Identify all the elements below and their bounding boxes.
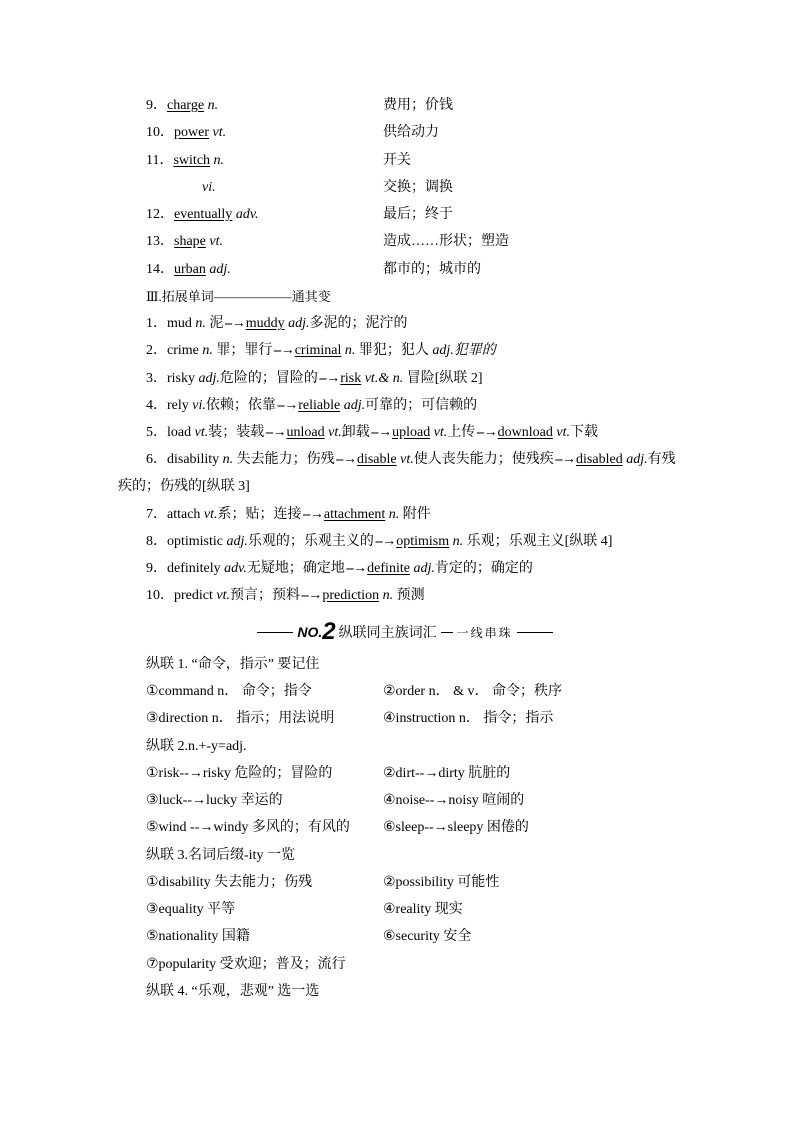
arrow-icon: --→ — [276, 398, 298, 413]
group-item: ④noise--→noisy 喧闹的 — [383, 793, 525, 808]
group-item: ④reality 现实 — [383, 902, 463, 917]
vocab-row: 9．charge n. — [146, 98, 219, 113]
group-title: 纵联 1. “命令，指示” 要记住 — [146, 657, 320, 672]
vocab-row: 13．shape vt. — [146, 234, 223, 249]
arrow-icon: --→ — [300, 588, 322, 603]
vocab-meaning: 开关 — [383, 153, 411, 168]
divider — [517, 632, 553, 633]
group-item: ⑥sleep--→sleepy 困倦的 — [383, 820, 529, 835]
group-item: ⑤nationality 国籍 — [146, 929, 250, 944]
arrow-icon: --→ — [265, 425, 286, 440]
expand-row: 8．optimistic adj.乐观的；乐观主义的--→optimism n. 乐观；乐观主义[纵联 4] — [146, 534, 613, 549]
arrow-icon: --→ — [302, 507, 323, 522]
group-item: ⑦popularity 受欢迎；普及；流行 — [146, 957, 346, 972]
vocab-meaning: 最后；终于 — [383, 207, 453, 222]
group-item: ⑥security 安全 — [383, 929, 472, 944]
group-item: ⑤wind --→windy 多风的；有风的 — [146, 820, 350, 835]
section-heading: Ⅲ.拓展单词——————通其变 — [146, 289, 331, 304]
group-item: ②possibility 可能性 — [383, 875, 500, 890]
vocab-meaning: 供给动力 — [383, 125, 439, 140]
expand-row: 5．load vt.装；装载--→unload vt.卸载--→upload vt.上传--→download vt.下载 — [146, 425, 598, 440]
vocab-row-pos: vi. — [202, 180, 216, 195]
vocab-meaning: 都市的；城市的 — [383, 262, 481, 277]
group-item: ④instruction n． 指令；指示 — [383, 711, 554, 726]
arrow-icon: --→ — [374, 534, 396, 549]
expand-row: 4．rely vi.依赖；依靠--→reliable adj.可靠的；可信赖的 — [146, 398, 478, 413]
expand-row-wrap: 疾的；伤残的[纵联 3] — [118, 479, 250, 494]
group-title: 纵联 2.n.+-y=adj. — [146, 739, 247, 754]
section-banner: NO. 2 纵联同主族词汇 一线串珠 — [240, 618, 570, 646]
vocab-row: 11．switch n. — [146, 153, 225, 168]
arrow-icon: --→ — [554, 452, 576, 467]
group-item: ①disability 失去能力；伤残 — [146, 875, 313, 890]
arrow-icon: --→ — [335, 452, 356, 467]
expand-row: 1．mud n. 泥--→muddy adj.多泥的；泥泞的 — [146, 316, 408, 331]
group-item: ②dirt--→dirty 肮脏的 — [383, 766, 511, 781]
group-item: ①command n． 命令；指令 — [146, 684, 312, 699]
vocab-meaning: 交换；调换 — [383, 180, 453, 195]
group-title: 纵联 4. “乐观，悲观” 选一选 — [146, 984, 320, 999]
expand-row: 2．crime n. 罪；罪行--→criminal n. 罪犯；犯人 adj.犯罪的 — [146, 343, 496, 358]
vocab-row: 10．power vt. — [146, 125, 227, 140]
expand-row: 3．risky adj.危险的；冒险的--→risk vt.& n. 冒险[纵联 2] — [146, 371, 483, 386]
vocab-meaning: 造成……形状；塑造 — [383, 234, 509, 249]
arrow-icon: --→ — [345, 561, 367, 576]
group-title: 纵联 3.名词后缀-ity 一览 — [146, 848, 295, 863]
group-item: ③equality 平等 — [146, 902, 236, 917]
arrow-icon: --→ — [224, 316, 245, 331]
vocab-meaning: 费用；价钱 — [383, 98, 453, 113]
expand-row: 6．disability n. 失去能力；伤残--→disable vt.使人丧失能力；使残疾--→disabled adj.有残 — [146, 452, 676, 467]
group-item: ③direction n． 指示；用法说明 — [146, 711, 335, 726]
arrow-icon: --→ — [273, 343, 294, 358]
arrow-icon: --→ — [318, 371, 340, 386]
vocab-row: 14．urban adj. — [146, 262, 231, 277]
expand-row: 7．attach vt.系；贴；连接--→attachment n. 附件 — [146, 507, 431, 522]
vocab-row: 12．eventually adv. — [146, 207, 259, 222]
group-item: ②order n． & v． 命令；秩序 — [383, 684, 562, 699]
expand-row: 10．predict vt.预言；预料--→prediction n. 预测 — [146, 588, 425, 603]
group-item: ③luck--→lucky 幸运的 — [146, 793, 283, 808]
group-item: ①risk--→risky 危险的；冒险的 — [146, 766, 333, 781]
expand-row: 9．definitely adv.无疑地；确定地--→definite adj.肯定的；确定的 — [146, 561, 533, 576]
divider — [257, 632, 293, 633]
arrow-icon: --→ — [476, 425, 497, 440]
arrow-icon: --→ — [370, 425, 392, 440]
divider — [441, 632, 453, 633]
